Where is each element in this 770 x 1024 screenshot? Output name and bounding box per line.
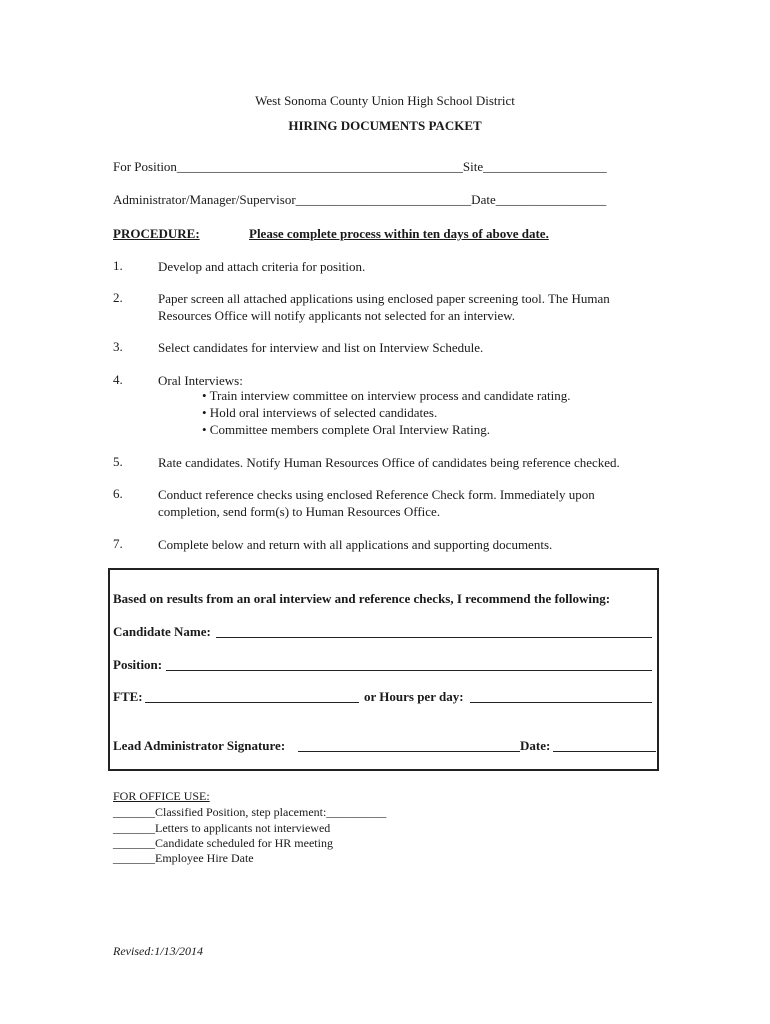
step-text: Paper screen all attached applications using enclosed paper screening tool. The Human Resources Office will notify applicants not selected for an interview. xyxy=(158,291,610,323)
step-number: 7. xyxy=(113,536,123,551)
fte-input[interactable] xyxy=(145,702,359,703)
hours-per-day-input[interactable] xyxy=(470,702,652,703)
administrator-date-field[interactable]: Administrator/Manager/Supervisor___________________________Date_________________ xyxy=(113,192,607,207)
office-use-item[interactable]: _______Candidate scheduled for HR meeting xyxy=(113,836,333,850)
position-site-field[interactable]: For Position____________________________________________Site___________________ xyxy=(113,159,607,174)
interview-bullet: • Committee members complete Oral Interview Rating. xyxy=(202,422,490,437)
candidate-name-label: Candidate Name: xyxy=(113,624,211,639)
office-use-item[interactable]: _______Employee Hire Date xyxy=(113,851,254,865)
procedure-instruction: Please complete process within ten days of above date. xyxy=(249,226,549,241)
hours-per-day-label: or Hours per day: xyxy=(364,689,464,704)
step-text: Develop and attach criteria for position. xyxy=(158,259,366,274)
step-number: 5. xyxy=(113,454,123,469)
step-number: 4. xyxy=(113,372,123,387)
interview-bullet: • Hold oral interviews of selected candidates. xyxy=(202,405,438,420)
step-number: 3. xyxy=(113,339,123,354)
signature-date-input[interactable] xyxy=(553,751,656,752)
interview-bullet: • Train interview committee on interview process and candidate rating. xyxy=(202,388,571,403)
signature-label: Lead Administrator Signature: xyxy=(113,738,286,753)
revised-date: Revised:1/13/2014 xyxy=(113,944,203,958)
step-text: Rate candidates. Notify Human Resources Office of candidates being reference checked. xyxy=(158,455,620,470)
step-number: 6. xyxy=(113,486,123,501)
signature-input[interactable] xyxy=(298,751,520,752)
step-text: Oral Interviews: xyxy=(158,373,243,388)
procedure-label: PROCEDURE: xyxy=(113,226,200,241)
recommendation-heading: Based on results from an oral interview and reference checks, I recommend the following: xyxy=(113,591,611,606)
office-use-item[interactable]: _______Letters to applicants not interviewed xyxy=(113,821,331,835)
step-number: 1. xyxy=(113,258,123,273)
step-text: Select candidates for interview and list on Interview Schedule. xyxy=(158,340,484,355)
position-input[interactable] xyxy=(166,670,652,671)
step-number: 2. xyxy=(113,290,123,305)
step-text: Complete below and return with all applications and supporting documents. xyxy=(158,537,553,552)
signature-date-label: Date: xyxy=(520,738,551,753)
district-name: West Sonoma County Union High School District xyxy=(255,93,515,108)
office-use-heading: FOR OFFICE USE: xyxy=(113,789,210,803)
candidate-name-input[interactable] xyxy=(216,637,652,638)
step-text: Conduct reference checks using enclosed Reference Check form. Immediately upon completion, send form(s) to Human Resources Office. xyxy=(158,487,595,519)
position-label: Position: xyxy=(113,657,163,672)
office-use-item[interactable]: _______Classified Position, step placement:__________ xyxy=(113,805,387,819)
page-title: HIRING DOCUMENTS PACKET xyxy=(288,118,482,133)
fte-label: FTE: xyxy=(113,689,143,704)
